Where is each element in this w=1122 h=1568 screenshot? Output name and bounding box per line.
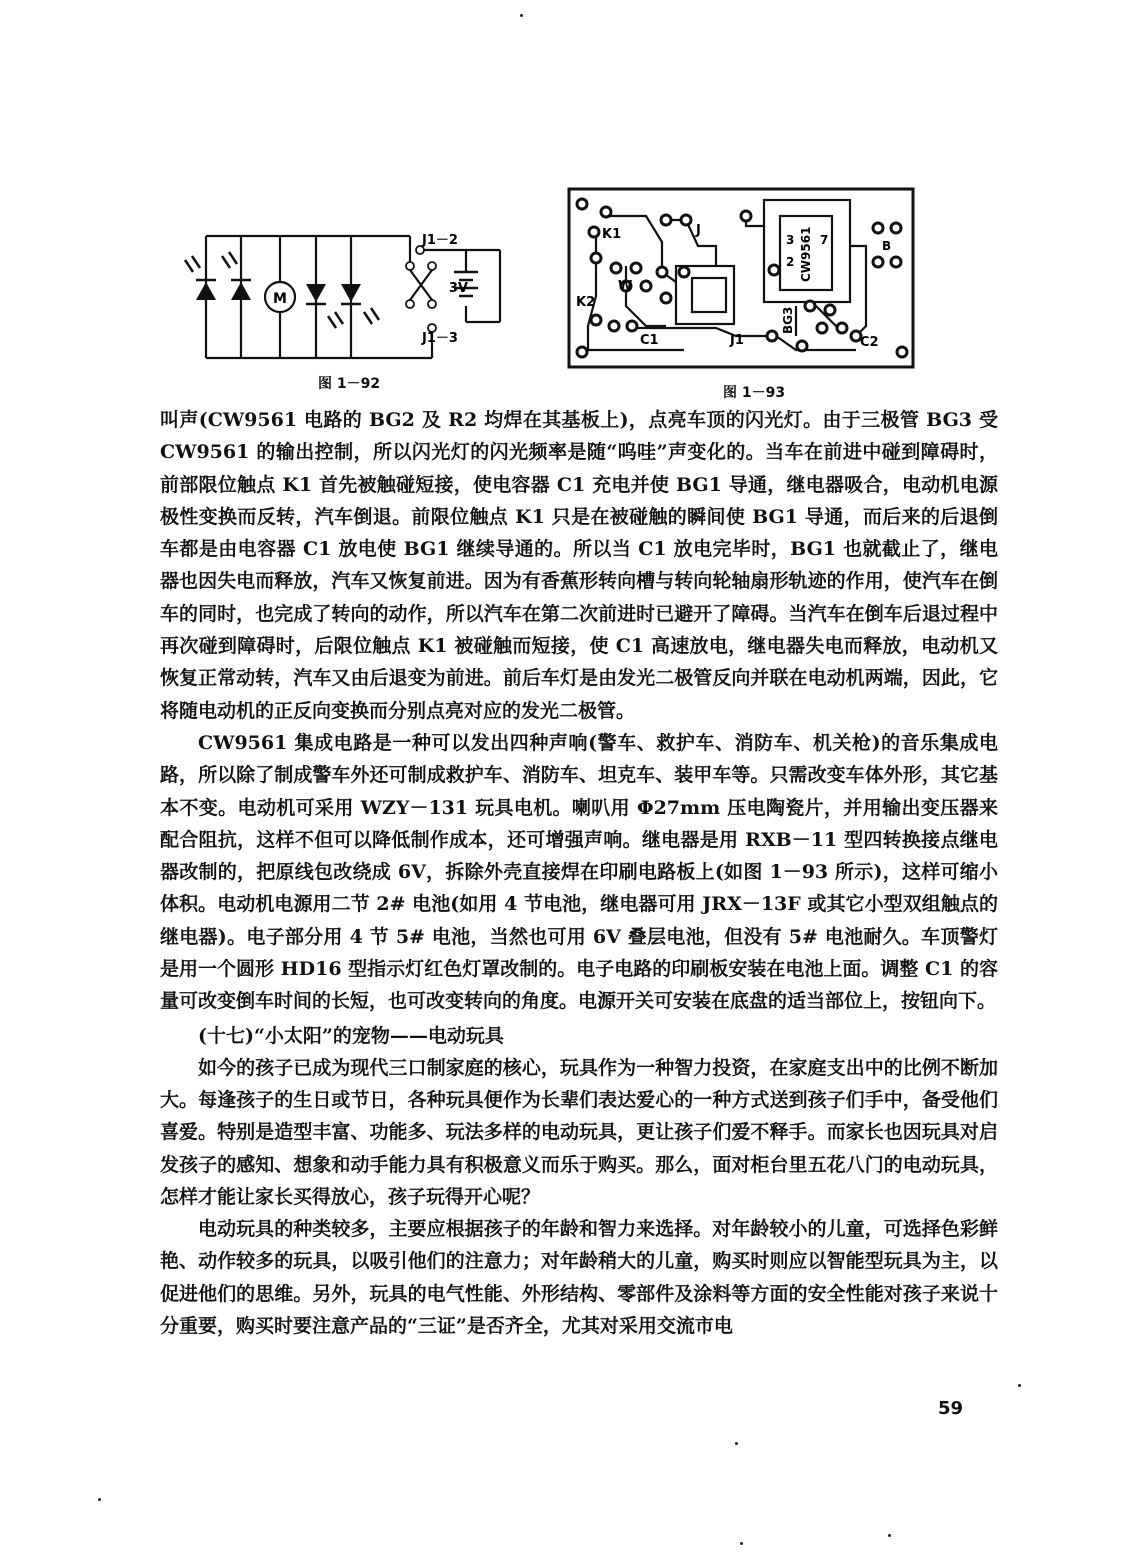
pin7-label: 7 [820,233,829,247]
scan-speck [740,1542,743,1545]
pin3-label: 3 [786,233,795,247]
body-text [160,404,998,1342]
j1-3-label: J1－3 [422,331,458,346]
j1-2-label: J1－2 [422,233,458,248]
battery-label: 3V [448,281,468,296]
page-number: 59 [938,1398,964,1419]
j-label: J [696,223,701,238]
scan-speck [520,14,523,17]
scan-speck [735,1442,738,1445]
paragraph-1: 叫声(CW9561 电路的 BG2 及 R2 均焊在其基板上)，点亮车顶的闪光灯。由于三极管 BG3 受 CW9561 的输出控制，所以闪光灯的闪光频率是随“呜哇”声变化的。当车在前进中碰到障碍时，前部限位触点 K1 首先被触碰短接，使电容器 C1 充电并使 BG1 导通，继电器吸合，电动机电源极性变换而反转，汽车倒退。前限位触点 K1 只是在被碰触的瞬间使 BG1 导通，而后来的后退倒车都是由电容器 C1 放电使 BG1 继续导通的。所以当 C1 放电完毕时，BG1 也就截止了，继电器也因失电而释放，汽车又恢复前进。因为有香蕉形转向槽与转向轮轴扇形轨迹的作用，使汽车在倒车的同时，也完成了转向的动作，所以汽车在第二次前进时已避开了障碍。当汽车在倒车后退过程中再次碰到障碍时，后限位触点 K1 被碰触而短接，使 C1 高速放电，继电器失电而释放，电动机又恢复正常动转，汽车又由后退变为前进。前后车灯是由发光二极管反向并联在电动机两端，因此，它将随电动机的正反向变换而分别点亮对应的发光二极管。 [160,409,998,722]
motor-label: M [273,291,287,307]
w-label: W [618,279,633,294]
k2-label: K2 [576,295,596,310]
scan-speck [98,1498,101,1501]
figure-1-93-pcb-layout [566,186,916,370]
b-label: B [882,239,892,253]
k1-label: K1 [602,227,622,242]
scan-speck [888,1534,891,1537]
chip-label: CW9561 [799,226,813,282]
figure-1-93-caption: 图 1－93 [723,385,786,401]
scan-speck [1018,1384,1021,1387]
pcb-diagram [566,186,916,370]
figure-1-92-circuit [170,222,530,370]
j1-label: J1 [730,333,744,348]
paragraph-3: 如今的孩子已成为现代三口制家庭的核心，玩具作为一种智力投资，在家庭支出中的比例不断加大。每逢孩子的生日或节日，各种玩具便作为长辈们表达爱心的一种方式送到孩子们手中，备受他们喜爱。特别是造型丰富、功能多、玩法多样的电动玩具，更让孩子们爱不释手。而家长也因玩具对启发孩子的感知、想象和动手能力具有积极意义而乐于购买。那么，面对柜台里五花八门的电动玩具，怎样才能让家长买得放心，孩子玩得开心呢？ [160,1056,998,1208]
c1-label: C1 [640,333,659,348]
circuit-diagram [170,222,530,370]
pin2-label: 2 [786,255,795,269]
section-heading: (十七)“小太阳”的宠物——电动玩具 [198,1024,504,1047]
paragraph-4: 电动玩具的种类较多，主要应根据孩子的年龄和智力来选择。对年龄较小的儿童，可选择色彩鲜艳、动作较多的玩具，以吸引他们的注意力；对年龄稍大的儿童，购买时则应以智能型玩具为主，以促进他们的思维。另外，玩具的电气性能、外形结构、零部件及涂料等方面的安全性能对孩子来说十分重要，购买时要注意产品的“三证”是否齐全，尤其对采用交流市电 [160,1218,998,1338]
c2-label: C2 [860,335,879,350]
paragraph-2: CW9561 集成电路是一种可以发出四种声响(警车、救护车、消防车、机关枪)的音乐集成电路，所以除了制成警车外还可制成救护车、消防车、坦克车、装甲车等。只需改变车体外形，其它基本不变。电动机可采用 WZY－131 玩具电机。喇叭用 Φ27mm 压电陶瓷片，并用输出变压器来配合阻抗，这样不但可以降低制作成本，还可增强声响。继电器是用 RXB－11 型四转换接点继电器改制的，把原线包改绕成 6V，拆除外壳直接焊在印刷电路板上(如图 1－93 所示)，这样可缩小体积。电动机电源用二节 2# 电池(如用 4 节电池，继电器可用 JRX－13F 或其它小型双组触点的继电器)。电子部分用 4 节 5# 电池，当然也可用 6V 叠层电池，但没有 5# 电池耐久。车顶警灯是用一个圆形 HD16 型指示灯红色灯罩改制的。电子电路的印刷板安装在电池上面。调整 C1 的容量可改变倒车时间的长短，也可改变转向的角度。电源开关可安装在底盘的适当部位上，按钮向下。 [160,731,998,1013]
figure-1-92-caption: 图 1－92 [318,376,381,392]
bg3-label: BG3 [781,306,795,334]
